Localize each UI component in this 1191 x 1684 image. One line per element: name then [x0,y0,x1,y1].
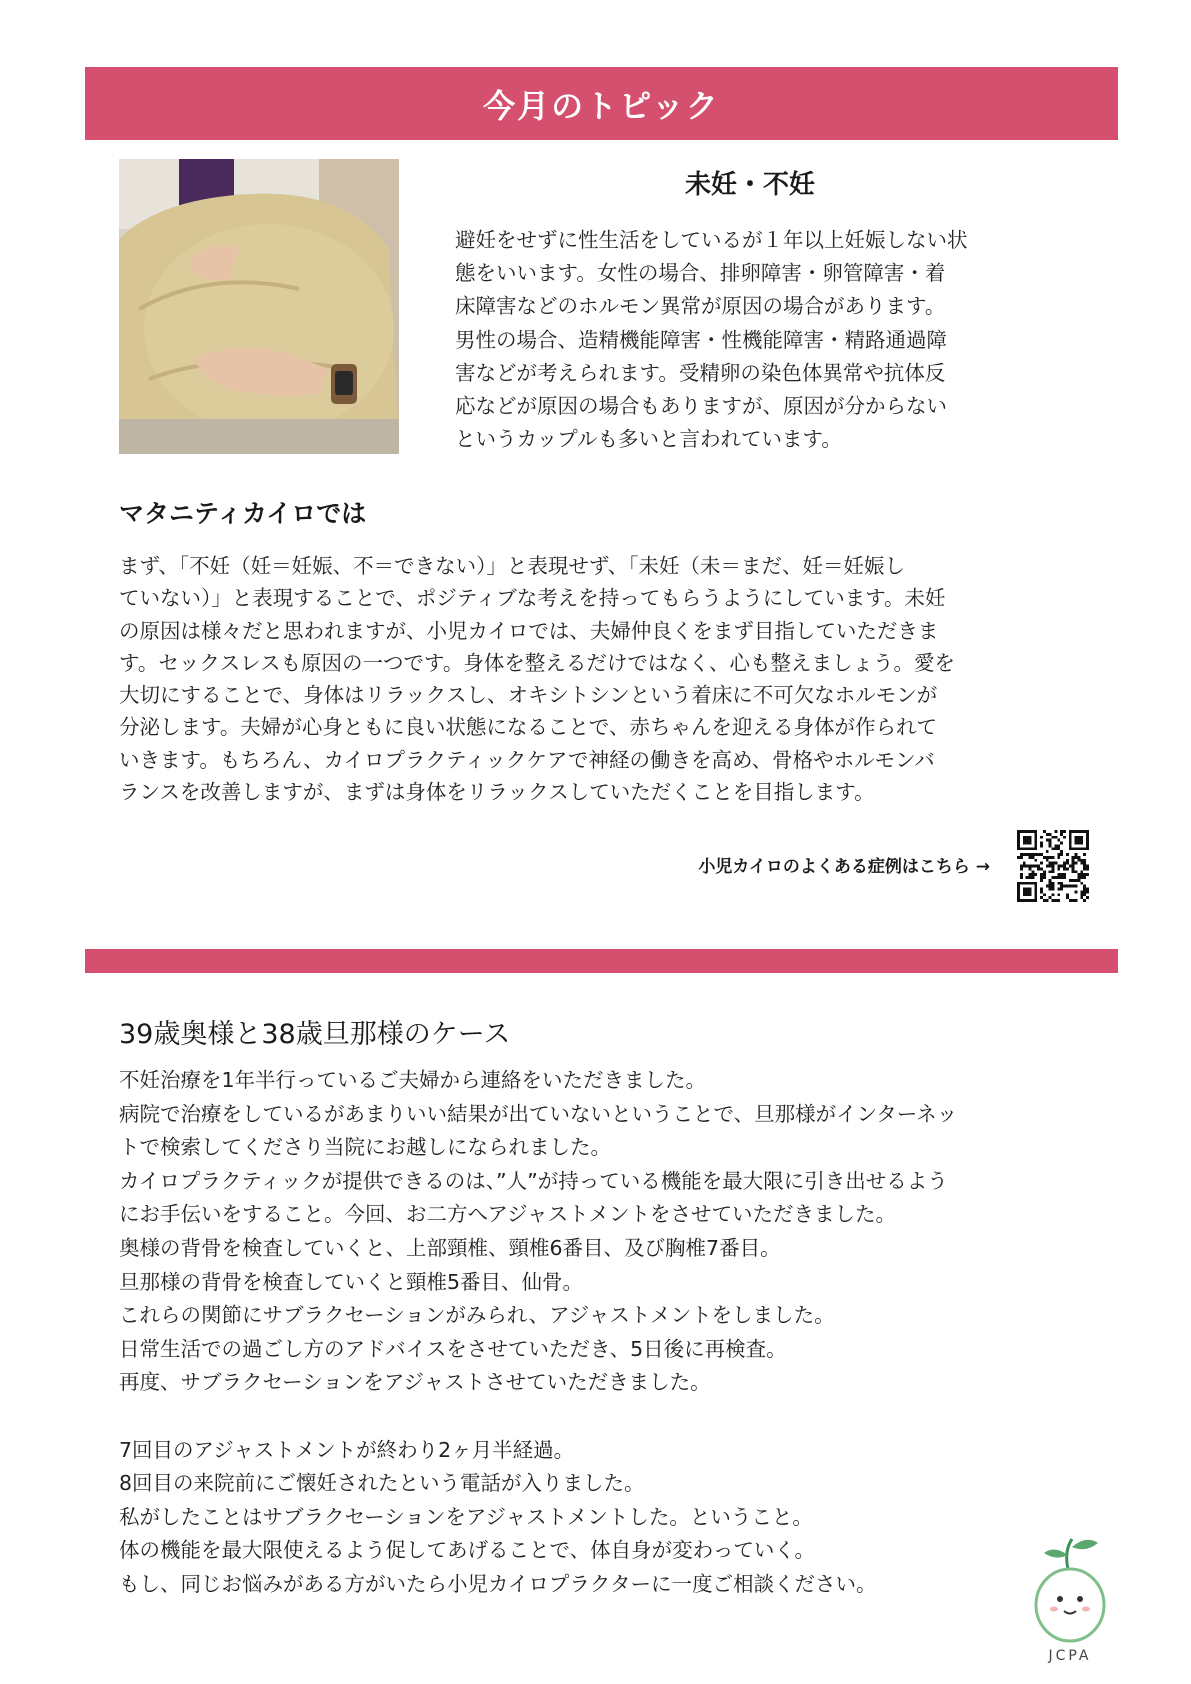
case-line: 私がしたことはサブラクセーションをアジャストメントした。ということ。 [119,1504,813,1529]
case-line [119,1400,1079,1434]
section-divider [85,949,1118,973]
topic-line: 応などが原因の場合もありますが、原因が分からない [455,394,947,419]
topic-line: 害などが考えられます。受精卵の染色体異常や抗体反 [455,360,946,385]
case-body [119,1064,1079,1602]
case-line: 日常生活での過ごし方のアドバイスをさせていただき、5日後に再検査。 [119,1336,787,1361]
case-line: これらの関節にサブラクセーションがみられ、アジャストメントをしました。 [119,1303,835,1328]
logo-text: JCPA [1048,1648,1092,1664]
topic-line: 男性の場合、造精機能障害・性機能障害・精路通過障 [455,327,947,352]
case-line: 8回目の来院前にご懐妊されたという電話が入りました。 [119,1471,645,1496]
maternity-line: ていない）」と表現することで、ポジティブな考えを持ってもらうようにしています。未妊 [119,586,946,611]
case-line: カイロプラクティックが提供できるのは、”人”が持っている機能を最大限に引き出せるよう [119,1168,948,1193]
qr-caption-link[interactable]: 小児カイロのよくある症例はこちら → [698,857,990,877]
case-line: 奥様の背骨を検査していくと、上部頸椎、頸椎6番目、及び胸椎7番目。 [119,1235,781,1260]
topic-line: 態をいいます。女性の場合、排卵障害・卵管障害・着 [455,261,946,286]
pregnancy-photo [119,159,399,454]
topic-body [455,224,1065,456]
topic-line: というカップルも多いと言われています。 [455,427,842,452]
maternity-line: ランスを改善しますが、まずは身体をリラックスしていただくことを目指します。 [119,780,875,805]
case-line: 体の機能を最大限使えるよう促してあげることで、体自身が変わっていく。 [119,1538,815,1563]
case-line: 7回目のアジャストメントが終わり2ヶ月半経過。 [119,1437,575,1462]
maternity-body [119,550,1079,808]
maternity-line: まず、「不妊（妊＝妊娠、不＝できない）」と表現せず、「未妊（未＝まだ、妊＝妊娠し [119,554,905,578]
qr-code-icon[interactable] [1017,830,1089,902]
jcpa-logo [1028,1529,1112,1659]
topic-banner [85,67,1118,140]
maternity-line: いきます。もちろん、カイロプラクティックケアで神経の働きを高め、骨格やホルモンバ [119,747,935,772]
case-line: もし、同じお悩みがある方がいたら小児カイロプラクターに一度ご相談ください。 [119,1571,877,1596]
case-line: 旦那様の背骨を検査していくと頸椎5番目、仙骨。 [119,1269,584,1294]
banner-title: 今月のトピック [483,86,720,125]
maternity-heading: マタニティカイロでは [119,499,367,528]
topic-line: 避妊をせずに性生活をしているが１年以上妊娠しない状 [455,228,968,252]
topic-line: 床障害などのホルモン異常が原因の場合があります。 [455,294,946,319]
maternity-line: す。セックスレスも原因の一つです。身体を整えるだけではなく、心も整えましょう。愛を [119,650,955,675]
case-heading: 39歳奥様と38歳旦那様のケース [119,1019,511,1050]
case-line: 病院で治療をしているがあまりいい結果が出ていないということで、旦那様がインターネッ [119,1101,958,1126]
maternity-line: 大切にすることで、身体はリラックスし、オキシトシンという着床に不可欠なホルモンが [119,683,938,708]
topic-title: 未妊・不妊 [684,170,815,200]
maternity-line: の原因は様々だと思われますが、小児カイロでは、夫婦仲良くをまず目指していただきま [119,618,939,643]
case-line: 再度、サブラクセーションをアジャストさせていただきました。 [119,1370,711,1395]
case-line: トで検索してくださり当院にお越しになられました。 [119,1135,611,1160]
case-line: 不妊治療を1年半行っているご夫婦から連絡をいただきました。 [119,1068,707,1092]
case-line: にお手伝いをすること。今回、お二方へアジャストメントをさせていただきました。 [119,1202,896,1227]
maternity-line: 分泌します。夫婦が心身ともに良い状態になることで、赤ちゃんを迎える身体が作られて [119,715,937,740]
